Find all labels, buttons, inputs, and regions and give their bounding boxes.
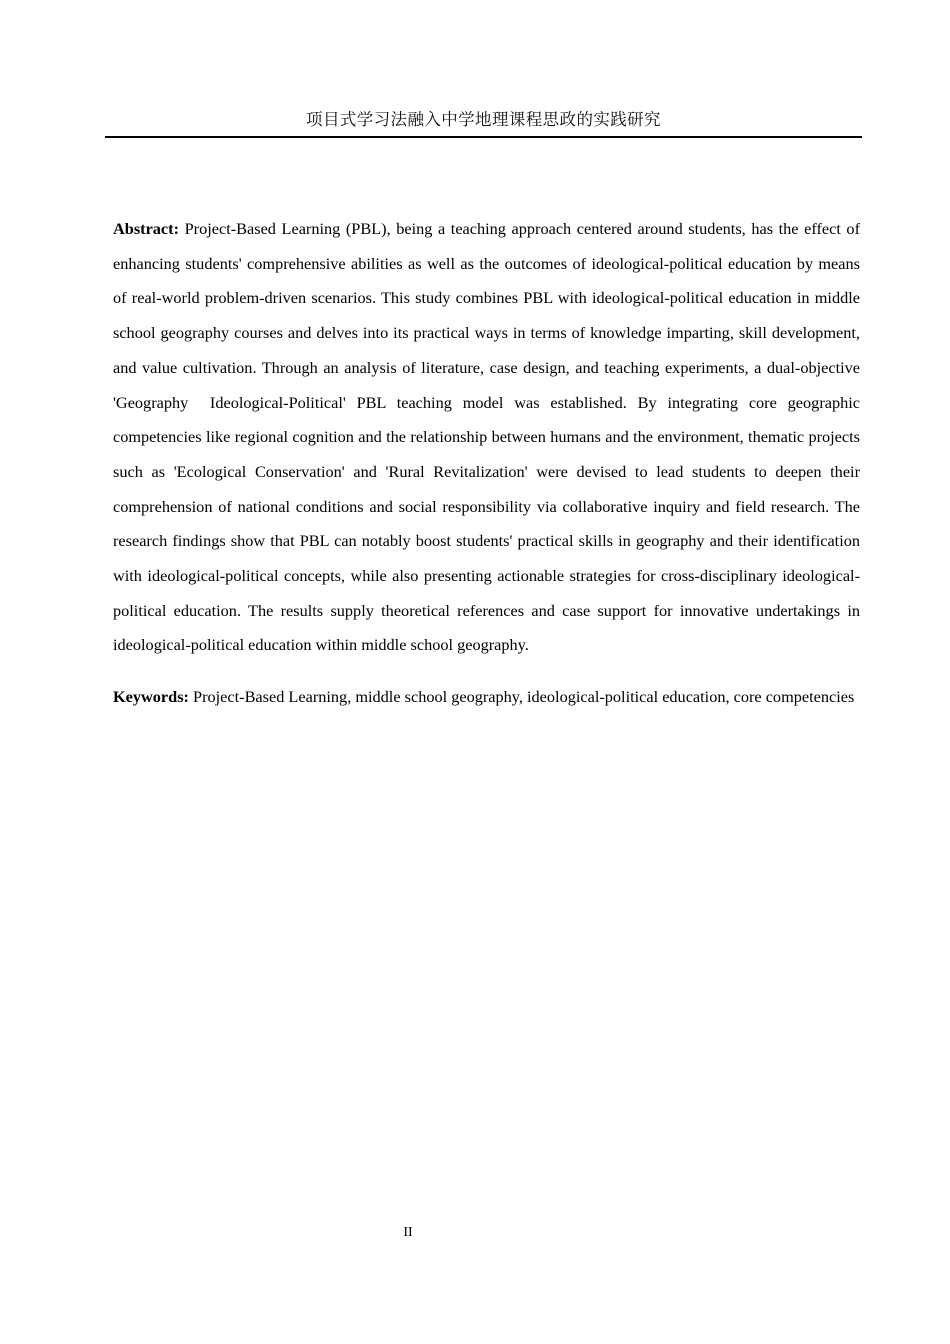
keywords-label: Keywords: bbox=[113, 687, 189, 707]
keywords-paragraph bbox=[113, 680, 860, 715]
page-number: II bbox=[403, 1225, 413, 1240]
page-header bbox=[105, 108, 862, 138]
header-rule-divider bbox=[105, 136, 862, 138]
abstract-paragraph bbox=[113, 212, 865, 663]
abstract-text: Project-Based Learning (PBL), being a teaching approach centered around students, has the effect of enhancing students' comprehensive abilities as well as the outcomes of ideological-political education by means of real-world problem-driven scenarios. This study combines PBL with ideological-political education in middle school geography courses and delves into its practical ways in terms of knowledge imparting, skill development, and value cultivation. Through an analysis of literature, case design, and teaching experiments, a dual-objective 'Geography Ideological-Political' PBL teaching model was established. By integrating core geographic competencies like regional cognition and the relationship between humans and the environment, thematic projects such as 'Ecological Conservation' and 'Rural Revitalization' were devised to lead students to deepen their comprehension of national conditions and social responsibility via collaborative inquiry and field research. The research findings show that PBL can notably boost students' practical skills in geography and their identification with ideological-political concepts, while also presenting actionable strategies for cross-disciplinary ideological-political education. The results supply theoretical references and case support for innovative undertakings in ideological-political education within middle school geography. bbox=[113, 219, 865, 655]
page-content bbox=[113, 212, 865, 715]
keywords-text: Project-Based Learning, middle school geography, ideological-political education, core competencies bbox=[188, 687, 855, 707]
page-footer bbox=[113, 1224, 703, 1242]
running-header-title: 项目式学习法融入中学地理课程思政的实践研究 bbox=[306, 110, 661, 129]
abstract-label: Abstract: bbox=[113, 219, 180, 238]
